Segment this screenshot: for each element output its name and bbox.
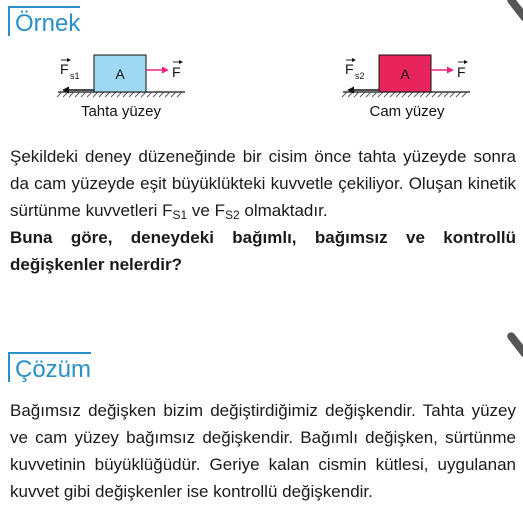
applied-force-label bbox=[457, 60, 468, 80]
svg-text:s2: s2 bbox=[355, 71, 365, 81]
surface-hatch bbox=[342, 92, 470, 97]
applied-force-arrow bbox=[431, 67, 454, 74]
surface-hatch bbox=[57, 92, 185, 97]
svg-text:s1: s1 bbox=[70, 71, 80, 81]
example-heading: Örnek bbox=[8, 6, 80, 36]
applied-force-label bbox=[172, 60, 183, 80]
applied-force-arrow bbox=[146, 67, 169, 74]
friction-label bbox=[345, 58, 365, 81]
svg-text:F: F bbox=[457, 64, 466, 80]
block-label: A bbox=[115, 66, 125, 82]
example-paragraph: Şekildeki deney düzeneğinde bir cisim önce tahta yüzeyde sonra da cam yüzeyde eşit büyüklükteki kuvvetle çekiliyor. Oluşan kinetik sürtünme kuvvetleri $F_{S1}$ ve $F_{S2}$ olmaktadır. bbox=[10, 147, 516, 222]
caption-wood: Tahta yüzey bbox=[80, 103, 162, 120]
pencil-icon bbox=[506, 0, 523, 23]
pencil-icon bbox=[506, 331, 523, 360]
svg-text:F: F bbox=[172, 64, 181, 80]
example-question: Buna göre, deneydeki bağımlı, bağımsız ve kontrollü değişkenler nelerdir? bbox=[10, 228, 516, 274]
caption-glass: Cam yüzey bbox=[369, 103, 445, 120]
block-label: A bbox=[400, 66, 410, 82]
solution-paragraph: Bağımsız değişken bizim değiştirdiğimiz değişkendir. Tahta yüzey ve cam yüzey bağımsız değişkendir. Bağımlı değişken, sürtünme kuvvetinin büyüklüğüdür. Geriye kalan cismin kütlesi, uygulanan kuvvet gibi değişkenler ise kontrollü değişkendir. bbox=[10, 401, 516, 501]
solution-heading: Çözüm bbox=[8, 352, 91, 382]
friction-label bbox=[60, 58, 80, 81]
svg-text:F: F bbox=[345, 61, 354, 77]
svg-text:F: F bbox=[60, 61, 69, 77]
